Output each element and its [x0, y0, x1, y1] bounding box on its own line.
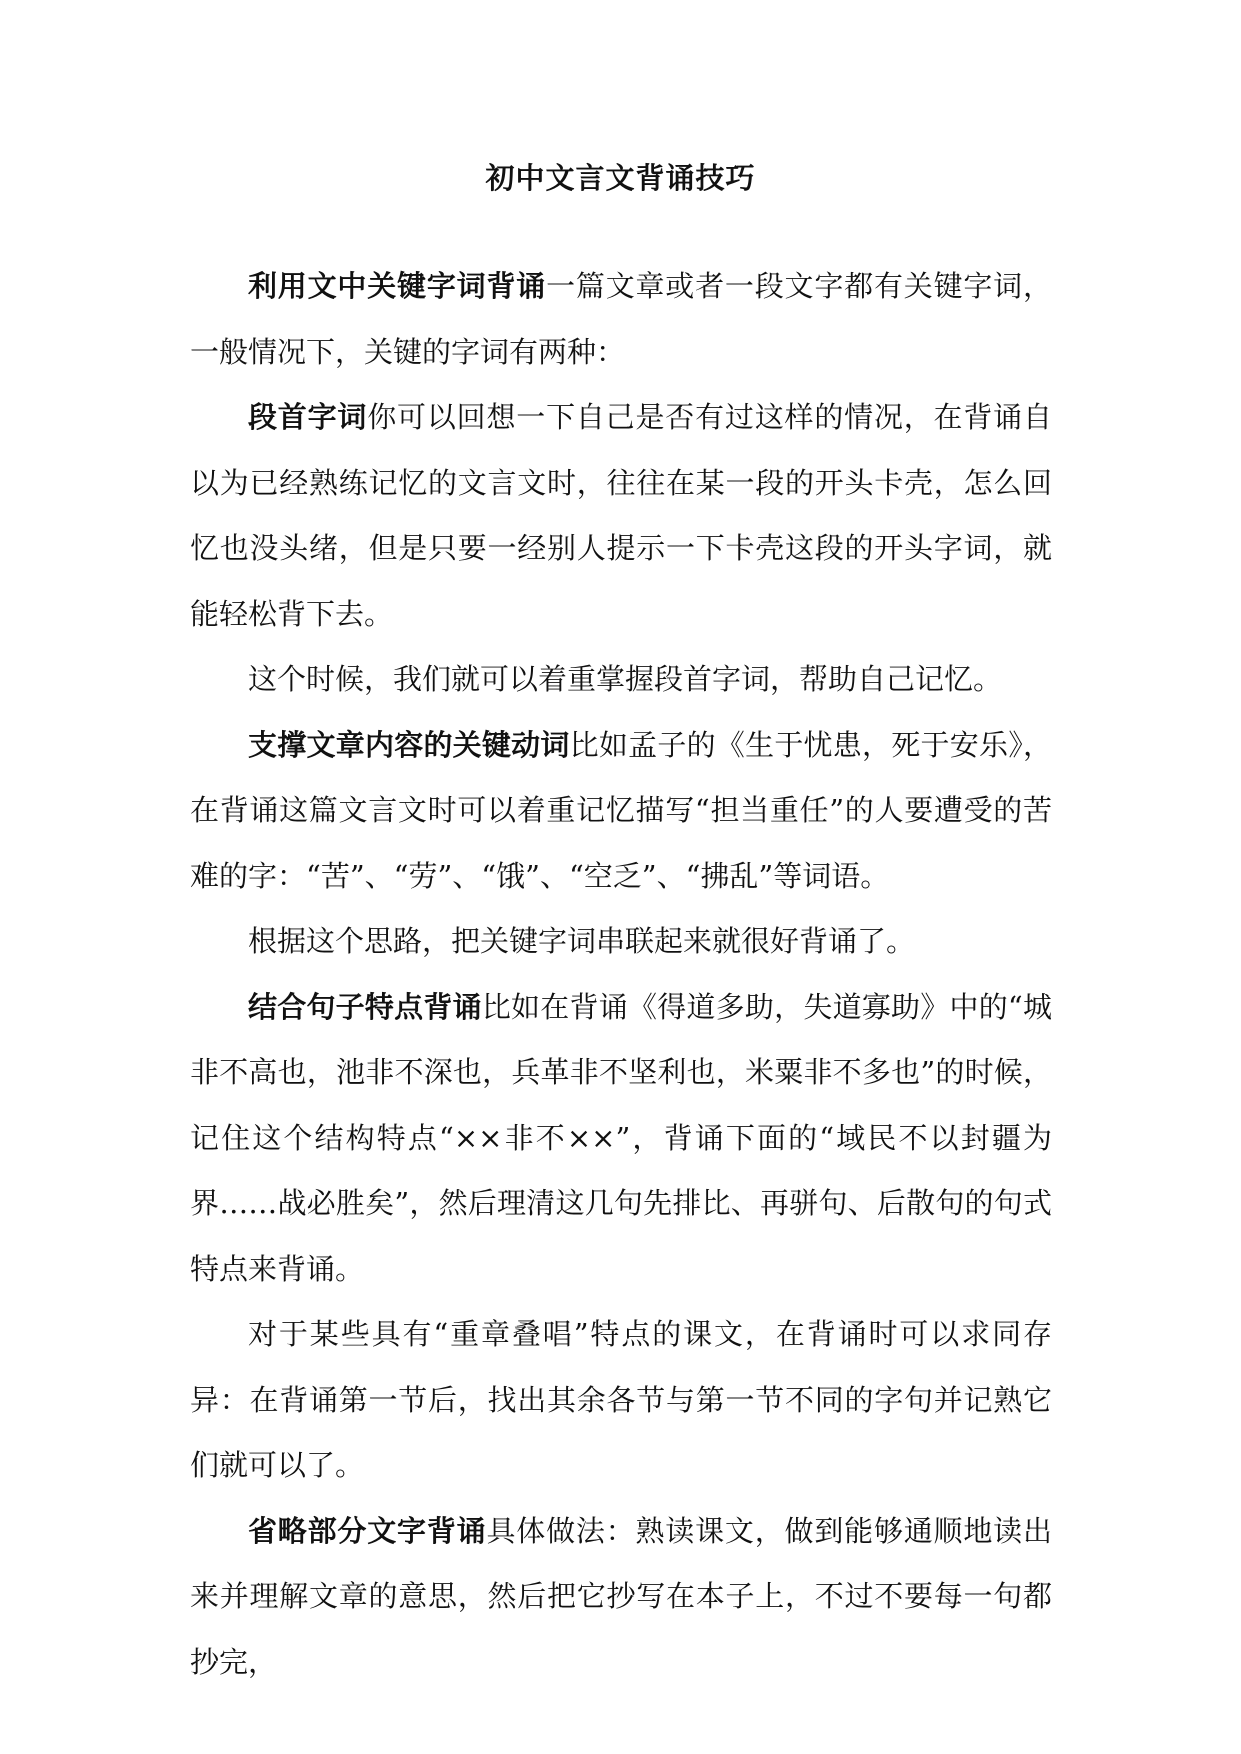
- paragraph-4-heading: 支撑文章内容的关键动词: [248, 727, 570, 762]
- paragraph-6: [190, 975, 1052, 1303]
- paragraph-1: [190, 254, 1052, 385]
- paragraph-7-text: 对于某些具有“重章叠唱”特点的课文，在背诵时可以求同存异：在背诵第一节后，找出其余各节与第一节不同的字句并记熟它们就可以了。: [190, 1317, 1052, 1482]
- paragraph-3-text: 这个时候，我们就可以着重掌握段首字词，帮助自己记忆。: [248, 662, 1003, 696]
- paragraph-3: [190, 647, 1052, 713]
- document-body: [190, 254, 1052, 1695]
- paragraph-6-text: 比如在背诵《得道多助，失道寡助》中的“城非不高也，池非不深也，兵革非不坚利也，米粟非不多也”的时候，记住这个结构特点“××非不××”，背诵下面的“域民不以封疆为界……战必胜矣”，然后理清这几句先排比、再骈句、后散句的句式特点来背诵。: [190, 989, 1052, 1286]
- paragraph-4: [190, 713, 1052, 910]
- paragraph-1-heading: 利用文中关键字词背诵: [248, 269, 547, 303]
- paragraph-7: [190, 1302, 1052, 1499]
- paragraph-2-heading: 段首字词: [248, 400, 368, 434]
- paragraph-2: [190, 385, 1052, 647]
- document-title: 初中文言文背诵技巧: [485, 161, 756, 195]
- paragraph-2-text: 你可以回想一下自己是否有过这样的情况，在背诵自以为已经熟练记忆的文言文时，往往在某一段的开头卡壳，怎么回忆也没头绪，但是只要一经别人提示一下卡壳这段的开头字词，就能轻松背下去。: [190, 400, 1052, 631]
- paragraph-5: [190, 909, 1052, 975]
- paragraph-5-text: 根据这个思路，把关键字词串联起来就很好背诵了。: [248, 924, 916, 958]
- paragraph-8-text: 具体做法：熟读课文，做到能够通顺地读出来并理解文章的意思，然后把它抄写在本子上，不过不要每一句都抄完，: [190, 1513, 1052, 1679]
- paragraph-8: [190, 1499, 1052, 1696]
- paragraph-4-text: 比如孟子的《生于忧患，死于安乐》，在背诵这篇文言文时可以着重记忆描写“担当重任”的人要遭受的苦难的字：“苦”、“劳”、“饿”、“空乏”、“拂乱”等词语。: [190, 727, 1052, 893]
- paragraph-8-heading: 省略部分文字背诵: [248, 1513, 487, 1548]
- paragraph-1-text: 一篇文章或者一段文字都有关键字词，一般情况下，关键的字词有两种：: [190, 269, 1052, 369]
- paragraph-6-heading: 结合句子特点背诵: [248, 989, 482, 1024]
